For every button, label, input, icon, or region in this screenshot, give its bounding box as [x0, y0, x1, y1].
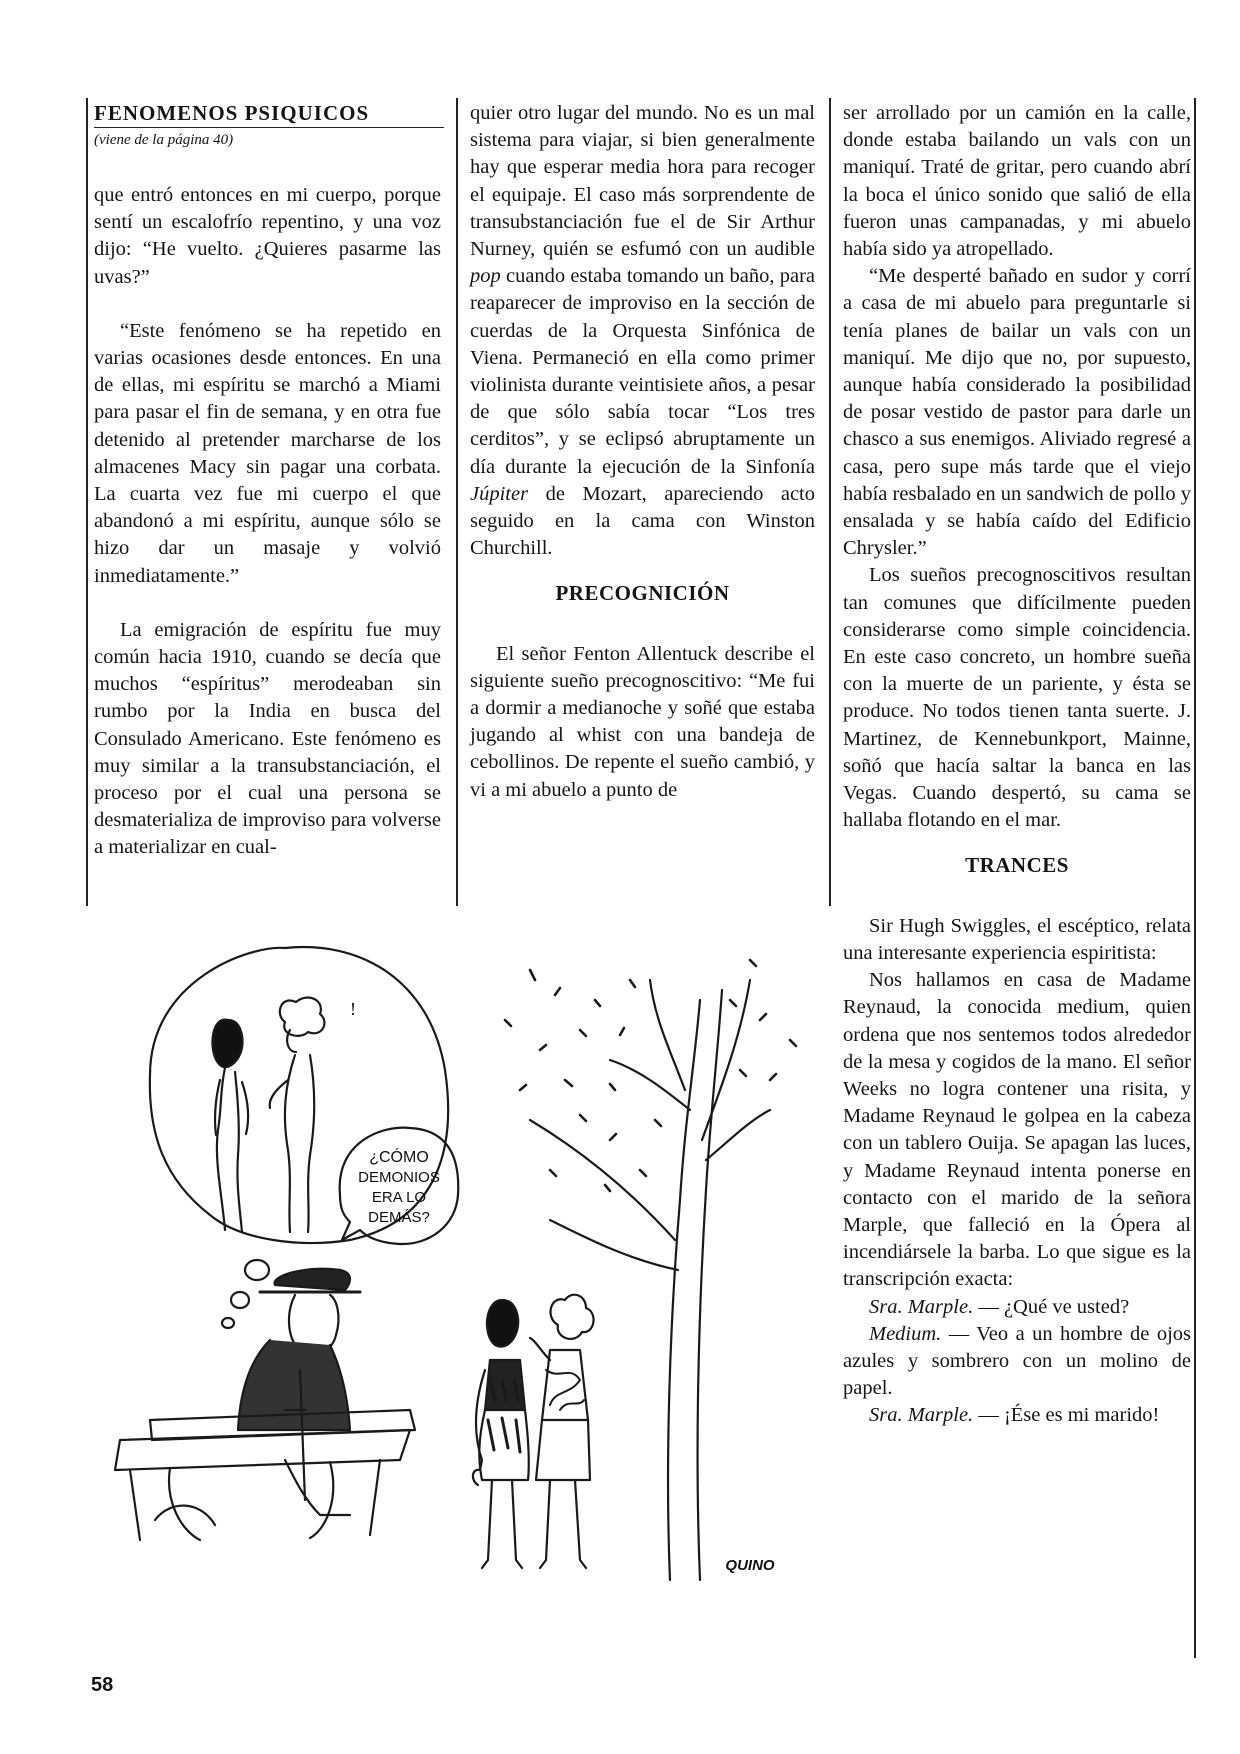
speech-text: ¿CÓMO [369, 1149, 429, 1166]
speech-text: ERA LO [371, 1189, 427, 1206]
svg-text:!: ! [350, 999, 356, 1019]
two-women [473, 1295, 594, 1568]
paragraph: Los sueños precognoscitivos resultan tan comunes que difícilmente pueden considerarse como simple coincidencia. En este caso concreto, un hombre sueña con la muerte de un pariente, y ésta se produce. No todos tienen tanta suerte. J. Martinez, de Kennebunkport, Mainne, soñó que hacía saltar la banca en las Vegas. Cuando despertó, su cama se hallaba flotando en el mar. [843, 564, 1191, 832]
paragraph: que entró entonces en mi cuerpo, porque sentí un escalofrío repentino, y una voz dijo: “He vuelto. ¿Quieres pasarme las uvas?” [94, 184, 441, 288]
dialogue-line: Sra. Marple. — ¿Qué ve usted? [869, 1295, 1130, 1318]
dialogue-line: Medium. — Veo a un hombre de ojos azules y sombrero con un molino de papel. [843, 1322, 1191, 1400]
emphasis: pop [470, 265, 501, 288]
paragraph: “Este fenómeno se ha repetido en varias ocasiones desde entonces. En una de ellas, mi espíritu se marchó a Miami para pasar el fin de semana, y en otra fue detenido al pretender marcharse de los almacenes Macy sin pagar una corbata. La cuarta vez fue mi cuerpo el que abandonó a mi espíritu, aunque sólo se hizo dar un masaje y volvió inmediatamente.” [94, 319, 441, 587]
column-3 [843, 100, 1191, 1430]
paragraph: “Me desperté bañado en sudor y corrí a casa de mi abuelo para preguntarle si tenía planes de bailar un vals con un maniquí. Me dijo que no, por supuesto, aunque había considerado la posibilidad de posar vestido de pastor para darle un chasco a sus enemigos. Aliviado regresé a casa, pero supe más tarde que el viejo había resbalado en un sandwich de pollo y ensalada y se había caído del Edificio Chrysler.” [843, 265, 1191, 560]
paragraph: El señor Fenton Allentuck describe el siguiente sueño precognoscitivo: “Me fui a dormir a medianoche y soñé que estaba jugando al whist con una bandeja de cebollinos. De repente el sueño cambió, y vi a mi abuelo a punto de [470, 642, 815, 801]
speech-text: DEMÁS? [368, 1209, 430, 1226]
paragraph: La emigración de espíritu fue muy común hacia 1910, cuando se decía que muchos “espíritus” merodeaban sin rumbo por la India en busca del Consulado Americano. Este fenómeno es muy similar a la transubstanciación, el proceso por el cual una persona se desmaterializa de improviso para volverse a materializar en cual- [94, 618, 441, 859]
section-heading-precognicion: PRECOGNICIÓN [555, 581, 730, 606]
column-1 [94, 100, 441, 862]
column-rule-middle-right [829, 98, 831, 906]
dream-figure-brunette [212, 1020, 248, 1232]
column-rule-middle-left [456, 98, 458, 906]
dream-figure-curly [270, 998, 356, 1232]
column-rule-right [1194, 98, 1196, 1658]
speech-bubble [340, 1128, 459, 1244]
column-2 [470, 100, 815, 804]
page-number: 58 [91, 1674, 114, 1696]
artist-signature: QUINO [725, 1557, 775, 1574]
running-head: FENOMENOS PSIQUICOS [94, 100, 444, 128]
column-rule-left [86, 98, 88, 906]
dialogue-line: Sra. Marple. — ¡Ése es mi marido! [869, 1404, 1160, 1427]
paragraph: Nos hallamos en casa de Madame Reynaud, la conocida medium, quien ordena que nos sentemos todos alrededor de la mesa y cogidos de la mano. El señor Weeks no logra contener una risita, y Madame Reynaud le golpea en la cabeza con un tablero Ouija. Se apagan las luces, y Madame Reynaud intenta ponerse en contacto con el marido de la señora Marple, que falleció en la Ópera al incendiársele la barba. Lo que sigue es la transcripción exacta: [843, 969, 1191, 1291]
section-heading-trances: TRANCES [965, 853, 1069, 878]
cartoon-illustration [110, 940, 810, 1600]
paragraph: Sir Hugh Swiggles, el escéptico, relata una interesante experiencia espiritista: [843, 914, 1191, 964]
paragraph: ser arrollado por un camión en la calle, donde estaba bailando un vals con un maniquí. Traté de gritar, pero cuando abrí la boca el único sonido que salió de ella fueron unas campanadas, y mi abuelo había sido ya atropellado. [843, 102, 1191, 261]
emphasis: Júpiter [470, 482, 529, 505]
old-man-on-bench [115, 1269, 415, 1540]
speech-text: DEMONIOS [358, 1169, 440, 1186]
continued-note: (viene de la página 40) [94, 132, 234, 148]
paragraph: quier otro lugar del mundo. No es un mal sistema para viajar, si bien generalmente hay que esperar media hora para recoger el equipaje. El caso más sorprendente de transubstanciación fue el de Sir Arthur Nurney, quién se esfumó con un audible pop cuando estaba tomando un baño, para reaparecer de improviso en la sección de cuerdas de la Orquesta Sinfónica de Viena. Permaneció en ella como primer violinista durante veintisiete años, a pesar de que sólo sabía tocar “Los tres cerditos”, y se eclipsó abruptamente un día durante la ejecución de la Sinfonía Júpiter de Mozart, apareciendo acto seguido en la cama con Winston Churchill. [470, 102, 815, 560]
